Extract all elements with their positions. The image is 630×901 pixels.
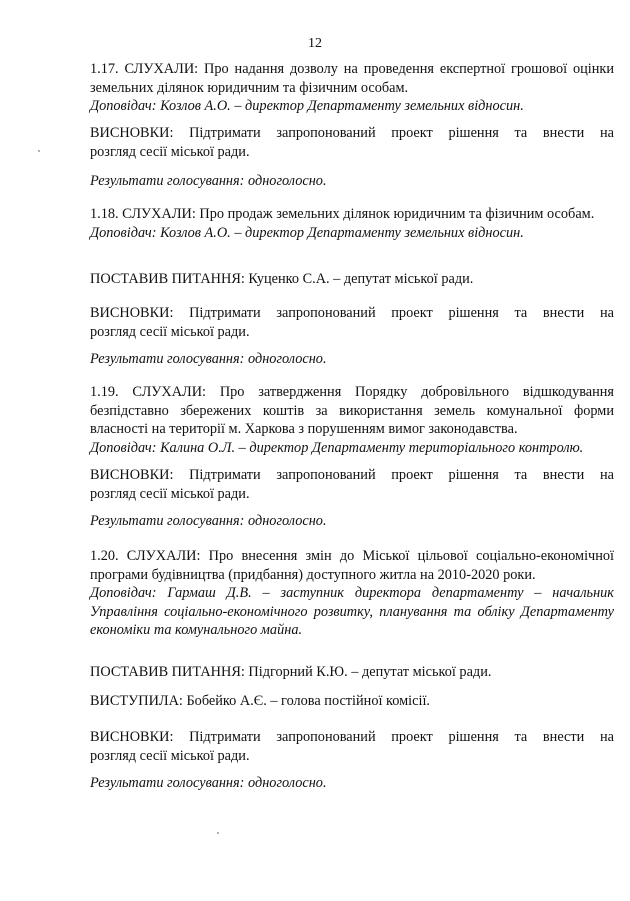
conclusion-1-20	[90, 728, 614, 765]
speaker-line: Доповідач: Калина О.Л. – директор Департаменту територіального контролю.	[90, 439, 584, 456]
heard-paragraph	[90, 60, 614, 97]
vote-result-1-17: Результати голосування: одноголосно.	[90, 173, 327, 189]
heard-paragraph	[90, 547, 614, 584]
heard-label: 1.18. СЛУХАЛИ:	[90, 206, 196, 222]
conclusion-line-2: розгляд сесії міської ради.	[90, 143, 250, 160]
heard-label: 1.19. СЛУХАЛИ:	[90, 384, 207, 400]
conclusion-line: ВИСНОВКИ: Підтримати запропонований проект рішення та внести на	[90, 305, 614, 321]
agenda-item-1-19	[90, 383, 614, 457]
agenda-item-1-20	[90, 547, 614, 640]
speaker-line: Доповідач: Козлов А.О. – директор Департаменту земельних відносин.	[90, 224, 524, 241]
heard-text: Про продаж земельних ділянок юридичним та фізичним особам.	[199, 206, 595, 222]
speaker-line: Доповідач: Гармаш Д.В. – заступник директора департаменту – начальник Управління соціально-економічного розвитку, планування та обліку Департаменту економіки та комунального майна.	[90, 585, 614, 638]
conclusion-line: ВИСНОВКИ: Підтримати запропонований проект рішення та внести на	[90, 467, 614, 483]
spoke-1-20: ВИСТУПИЛА: Бобейко А.Є. – голова постійної комісії.	[90, 693, 430, 709]
conclusion-1-18	[90, 304, 614, 341]
conclusion-line-2: розгляд сесії міської ради.	[90, 485, 250, 502]
conclusion-line: ВИСНОВКИ: Підтримати запропонований проект рішення та внести на	[90, 125, 614, 141]
heard-paragraph	[90, 383, 614, 439]
conclusion-label: ВИСНОВКИ:	[90, 125, 174, 141]
page-number: 12	[308, 36, 322, 51]
conclusion-line-2: розгляд сесії міської ради.	[90, 323, 250, 340]
heard-text: Про затвердження Порядку добровільного відшкодування безпідставно збережених коштів за використання земель комунальної форми власності на території м. Харкова з порушенням вимог законодавства.	[90, 384, 615, 437]
conclusion-label: ВИСНОВКИ:	[90, 467, 174, 483]
vote-result-1-19: Результати голосування: одноголосно.	[90, 513, 327, 529]
heard-paragraph	[90, 205, 614, 224]
agenda-item-1-17	[90, 60, 614, 116]
put-question-1-20: ПОСТАВИВ ПИТАННЯ: Підгорний К.Ю. – депутат міської ради.	[90, 664, 492, 680]
scan-speck	[38, 150, 40, 152]
speaker-line: Доповідач: Козлов А.О. – директор Департаменту земельних відносин.	[90, 98, 524, 114]
heard-text: Про внесення змін до Міської цільової соціально-економічної програми будівництва (придбання) доступного житла на 2010-2020 роки.	[90, 548, 614, 583]
vote-result-1-20: Результати голосування: одноголосно.	[90, 775, 327, 791]
scan-speck	[217, 832, 219, 834]
vote-result-1-18: Результати голосування: одноголосно.	[90, 351, 327, 367]
put-question-1-18: ПОСТАВИВ ПИТАННЯ: Куценко С.А. – депутат міської ради.	[90, 271, 474, 287]
heard-label: 1.20. СЛУХАЛИ:	[90, 548, 201, 564]
conclusion-line: ВИСНОВКИ: Підтримати запропонований проект рішення та внести на	[90, 729, 614, 745]
conclusion-1-17	[90, 124, 614, 161]
heard-label: 1.17. СЛУХАЛИ:	[90, 61, 199, 77]
conclusion-1-19	[90, 466, 614, 503]
agenda-item-1-18	[90, 205, 614, 242]
conclusion-label: ВИСНОВКИ:	[90, 729, 174, 745]
heard-text: Про надання дозволу на проведення експертної грошової оцінки земельних ділянок юридичним та фізичним особам.	[90, 61, 615, 96]
conclusion-line-2: розгляд сесії міської ради.	[90, 747, 250, 764]
conclusion-label: ВИСНОВКИ:	[90, 305, 174, 321]
